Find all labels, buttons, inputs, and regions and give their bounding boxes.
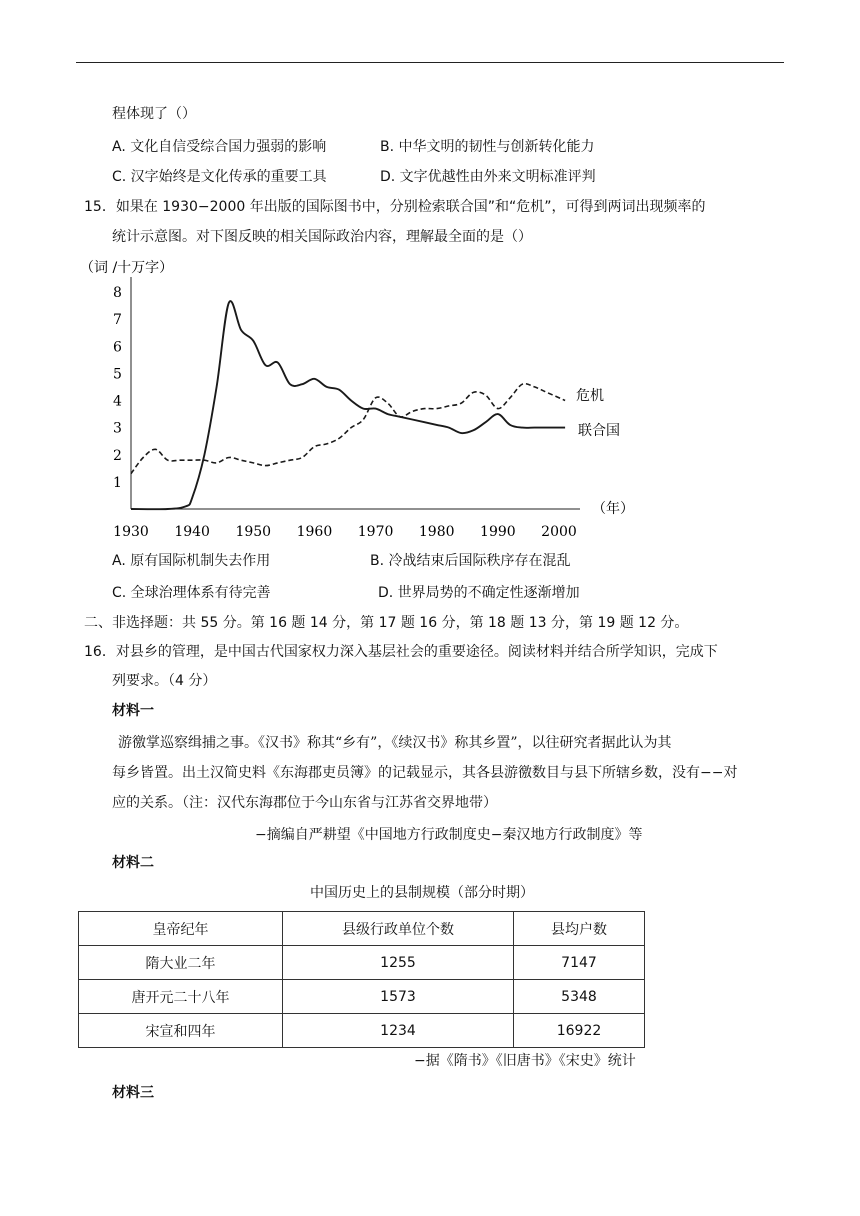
x-tick-label: 1950 [235,524,272,540]
q16-stem-line2: 列要求。（4 分） [112,673,217,689]
q15-stem-line1: 15．如果在 1930−2000 年出版的国际图书中，分别检索联合国”和“危机”，可得到两词出现频率的 [84,199,706,215]
x-tick-label: 2000 [541,524,577,540]
table-cell: 1573 [283,980,514,1014]
material-1-line: 游徼掌巡察缉捕之事。《汉书》称其“乡有”，《续汉书》称其乡置”，以往研究者据此认为其 [118,735,672,751]
y-tick-group [113,285,122,491]
material-1-title: 材料一 [112,703,154,719]
county-scale-table [78,911,645,1048]
q15-option-a: A. 原有国际机制失去作用 [112,553,271,569]
x-tick-group [113,524,577,540]
table-row [79,1014,645,1048]
y-tick-label: 4 [113,393,122,410]
word-frequency-chart [76,252,656,552]
table-header-cell: 县级行政单位个数 [283,912,514,946]
x-tick-label: 1990 [480,524,516,540]
x-tick-label: 1960 [296,524,333,540]
y-tick-label: 2 [113,447,122,464]
q14-option-a: A. 文化自信受综合国力强弱的影响 [112,139,327,155]
material-3-title: 材料三 [112,1085,154,1101]
q14-option-c: C. 汉字始终是文化传承的重要工具 [112,169,327,185]
table-row [79,980,645,1014]
y-tick-label: 5 [113,366,122,383]
table-cell: 7147 [514,946,645,980]
table-header-row [79,912,645,946]
table-source: −据《隋书》《旧唐书》《宋史》统计 [414,1053,636,1069]
table-cell: 16922 [514,1014,645,1048]
material-2-title: 材料二 [112,855,154,871]
x-axis-label: （年） [592,501,634,517]
q15-stem-line2: 统计示意图。对下图反映的相关国际政治内容，理解最全面的是（） [112,229,532,245]
y-tick-label: 6 [113,339,122,356]
q14-option-d: D. 文字优越性由外来文明标准评判 [380,169,596,185]
x-tick-label: 1970 [357,524,394,540]
q15-option-b: B. 冷战结束后国际秩序存在混乱 [370,553,571,569]
q14-option-b: B. 中华文明的韧性与创新转化能力 [380,139,595,155]
table-title: 中国历史上的县制规模（部分时期） [310,885,534,901]
series-group [131,301,565,509]
table-cell: 唐开元二十八年 [79,980,283,1014]
q16-stem-line1: 16．对县乡的管理，是中国古代国家权力深入基层社会的重要途径。阅读材料并结合所学知识，完成下 [84,644,718,660]
y-tick-label: 3 [113,420,122,437]
table-cell: 5348 [514,980,645,1014]
y-tick-label: 7 [113,312,122,329]
table-cell: 宋宣和四年 [79,1014,283,1048]
series-label-un: 联合国 [578,423,620,439]
table-header-cell: 皇帝纪年 [79,912,283,946]
un-series-line [131,301,565,509]
material-1-line: 应的关系。（注：汉代东海郡位于今山东省与江苏省交界地带） [112,795,497,811]
table-cell: 1234 [283,1014,514,1048]
series-label-crisis: 危机 [576,388,604,404]
header-rule [76,62,784,63]
table-cell: 隋大业二年 [79,946,283,980]
q15-option-c: C. 全球治理体系有待完善 [112,585,271,601]
table-cell: 1255 [283,946,514,980]
x-tick-label: 1980 [418,524,455,540]
material-1-source: −摘编自严耕望《中国地方行政制度史−秦汉地方行政制度》等 [255,827,643,843]
q15-option-d: D. 世界局势的不确定性逐渐增加 [378,585,580,601]
table-row [79,946,645,980]
y-tick-label: 1 [113,474,122,491]
x-tick-label: 1940 [174,524,210,540]
y-axis-label: （词 /十万字） [80,260,174,276]
material-1-line: 每乡皆置。出土汉简史料《东海郡吏员簿》的记载显示，其各县游徼数目与县下所辖乡数，没有−−对 [112,765,738,781]
q14-stem-tail: 程体现了（） [112,106,196,122]
table-header-cell: 县均户数 [514,912,645,946]
y-tick-label: 8 [113,285,122,301]
x-tick-label: 1930 [113,524,149,540]
section-2-heading: 二、非选择题：共 55 分。第 16 题 14 分，第 17 题 16 分，第 18 题 13 分，第 19 题 12 分。 [84,615,689,631]
